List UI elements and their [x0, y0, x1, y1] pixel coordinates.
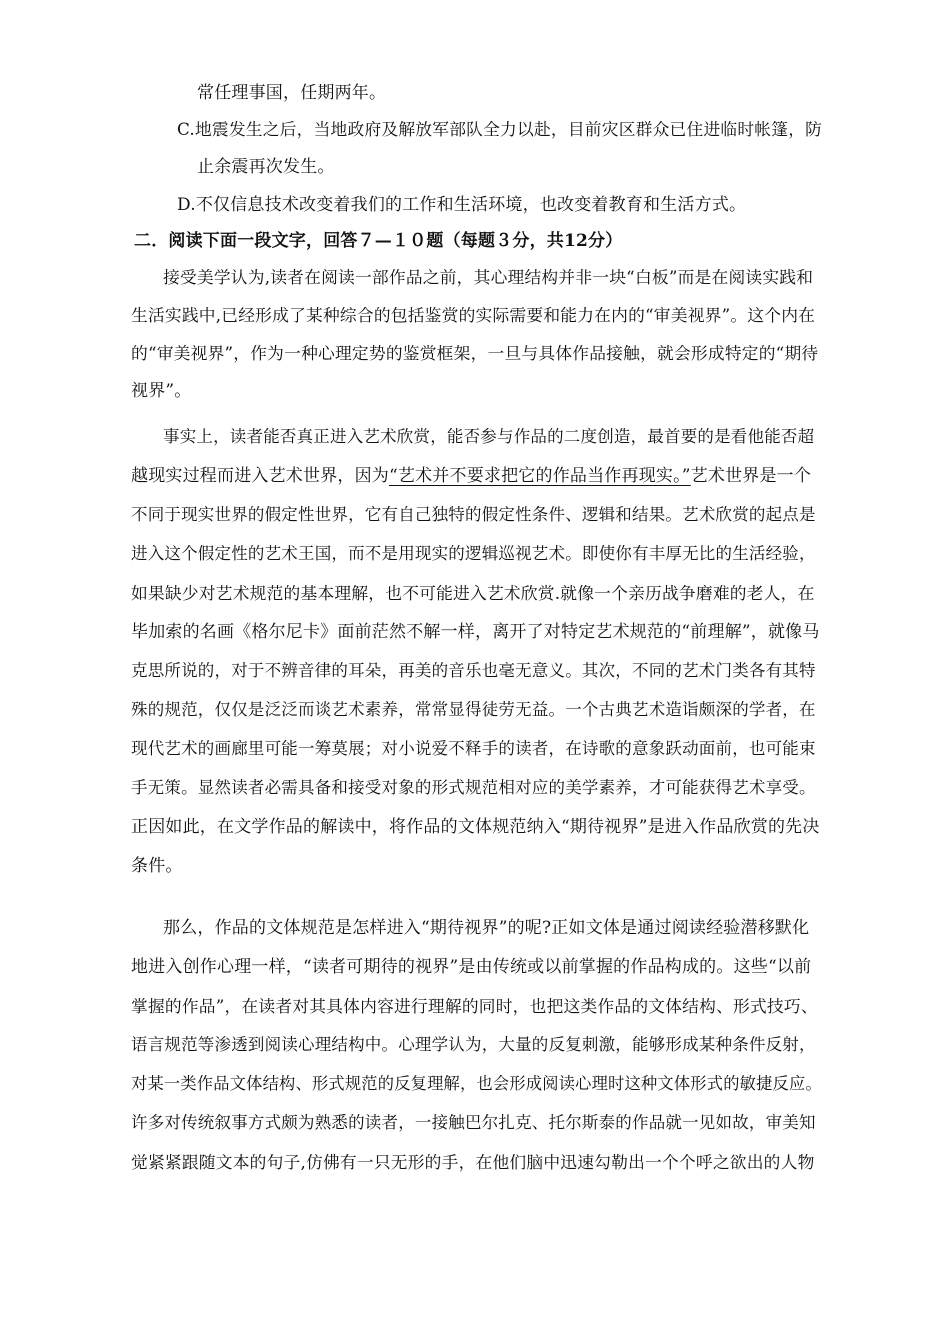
- section-heading: 二．阅读下面一段文字，回答７—１０题（每题３分，共12分）: [134, 231, 623, 251]
- paragraph-2-line: 如果缺少对艺术规范的基本理解，也不可能进入艺术欣赏.就像一个亲历战争磨难的老人，在: [131, 583, 815, 603]
- paragraph-1-line: 的“审美视界”，作为一种心理定势的鉴赏框架，一旦与具体作品接触，就会形成特定的“期待: [131, 343, 819, 363]
- paragraph-1-line: 视界”。: [131, 381, 192, 401]
- option-c-line-1: C.地震发生之后，当地政府及解放军部队全力以赴，目前灾区群众已住进临时帐篷，防: [177, 119, 823, 139]
- paragraph-3-line: 对某一类作品文体结构、形式规范的反复理解，也会形成阅读心理时这种文体形式的敏捷反应。: [131, 1074, 822, 1093]
- paragraph-2-line: 殊的规范，仅仅是泛泛而谈艺术素养，常常显得徒劳无益。一个古典艺术造诣颇深的学者，在: [131, 700, 816, 719]
- paragraph-3-line: 许多对传统叙事方式颇为熟悉的读者，一接触巴尔扎克、托尔斯泰的作品就一见如故，审美知: [131, 1113, 816, 1132]
- paragraph-3-line: 地进入创作心理一样，“读者可期待的视界”是由传统或以前掌握的作品构成的。这些“以前: [131, 957, 812, 977]
- paragraph-1-line: 接受美学认为,读者在阅读一部作品之前，其心理结构并非一块“白板”而是在阅读实践和: [163, 267, 814, 287]
- paragraph-2-line: 现代艺术的画廊里可能一筹莫展；对小说爱不释手的读者，在诗歌的意象跃动面前，也可能束: [131, 739, 816, 758]
- paragraph-2-line-with-quote: [131, 466, 811, 486]
- paragraph-2-line: 条件。: [131, 856, 183, 876]
- paragraph-2-line: 事实上，读者能否真正进入艺术欣赏，能否参与作品的二度创造，最首要的是看他能否超: [163, 427, 815, 446]
- paragraph-2-line: 克思所说的，对于不辨音律的耳朵，再美的音乐也毫无意义。其次，不同的艺术门类各有其特: [131, 661, 816, 680]
- paragraph-3-line: 那么，作品的文体规范是怎样进入“期待视界”的呢?正如文体是通过阅读经验潜移默化: [163, 918, 810, 938]
- option-b-continuation: 常任理事国，任期两年。: [197, 83, 387, 103]
- paragraph-2-text-after-quote: 艺术世界是一个: [690, 466, 812, 486]
- paragraph-2-line: 正因如此，在文学作品的解读中，将作品的文体规范纳入“期待视界”是进入作品欣赏的先决: [131, 817, 820, 837]
- paragraph-2-line: 毕加索的名画《格尔尼卡》面前茫然不解一样，离开了对特定艺术规范的“前理解”，就像马: [131, 622, 820, 642]
- option-c-line-2: 止余震再次发生。: [197, 157, 335, 177]
- paragraph-2-line: 不同于现实世界的假定性世界，它有自己独特的假定性条件、逻辑和结果。艺术欣赏的起点是: [131, 505, 816, 524]
- paragraph-3-line: 语言规范等渗透到阅读心理结构中。心理学认为，大量的反复刺激，能够形成某种条件反射，: [131, 1035, 816, 1054]
- paragraph-2-text-before-quote: 越现实过程而进入艺术世界，因为: [131, 466, 389, 486]
- paragraph-2-line: 进入这个假定性的艺术王国，而不是用现实的逻辑巡视艺术。即使你有丰厚无比的生活经验，: [131, 544, 816, 563]
- paragraph-3-line: 觉紧紧跟随文本的句子,仿佛有一只无形的手，在他们脑中迅速勾勒出一个个呼之欲出的人物: [131, 1152, 815, 1172]
- option-d-line-1: D.不仅信息技术改变着我们的工作和生活环境，也改变着教育和生活方式。: [177, 195, 747, 215]
- paragraph-2-line: 手无策。显然读者必需具备和接受对象的形式规范相对应的美学素养，才可能获得艺术享受。: [131, 778, 816, 797]
- paragraph-1-line: 生活实践中,已经形成了某种综合的包括鉴赏的实际需要和能力在内的“审美视界”。这个内在: [131, 305, 816, 325]
- underlined-quote: “艺术并不要求把它的作品当作再现实。”: [389, 466, 691, 486]
- paragraph-3-line: 掌握的作品”，在读者对其具体内容进行理解的同时，也把这类作品的文体结构、形式技巧、: [131, 996, 818, 1016]
